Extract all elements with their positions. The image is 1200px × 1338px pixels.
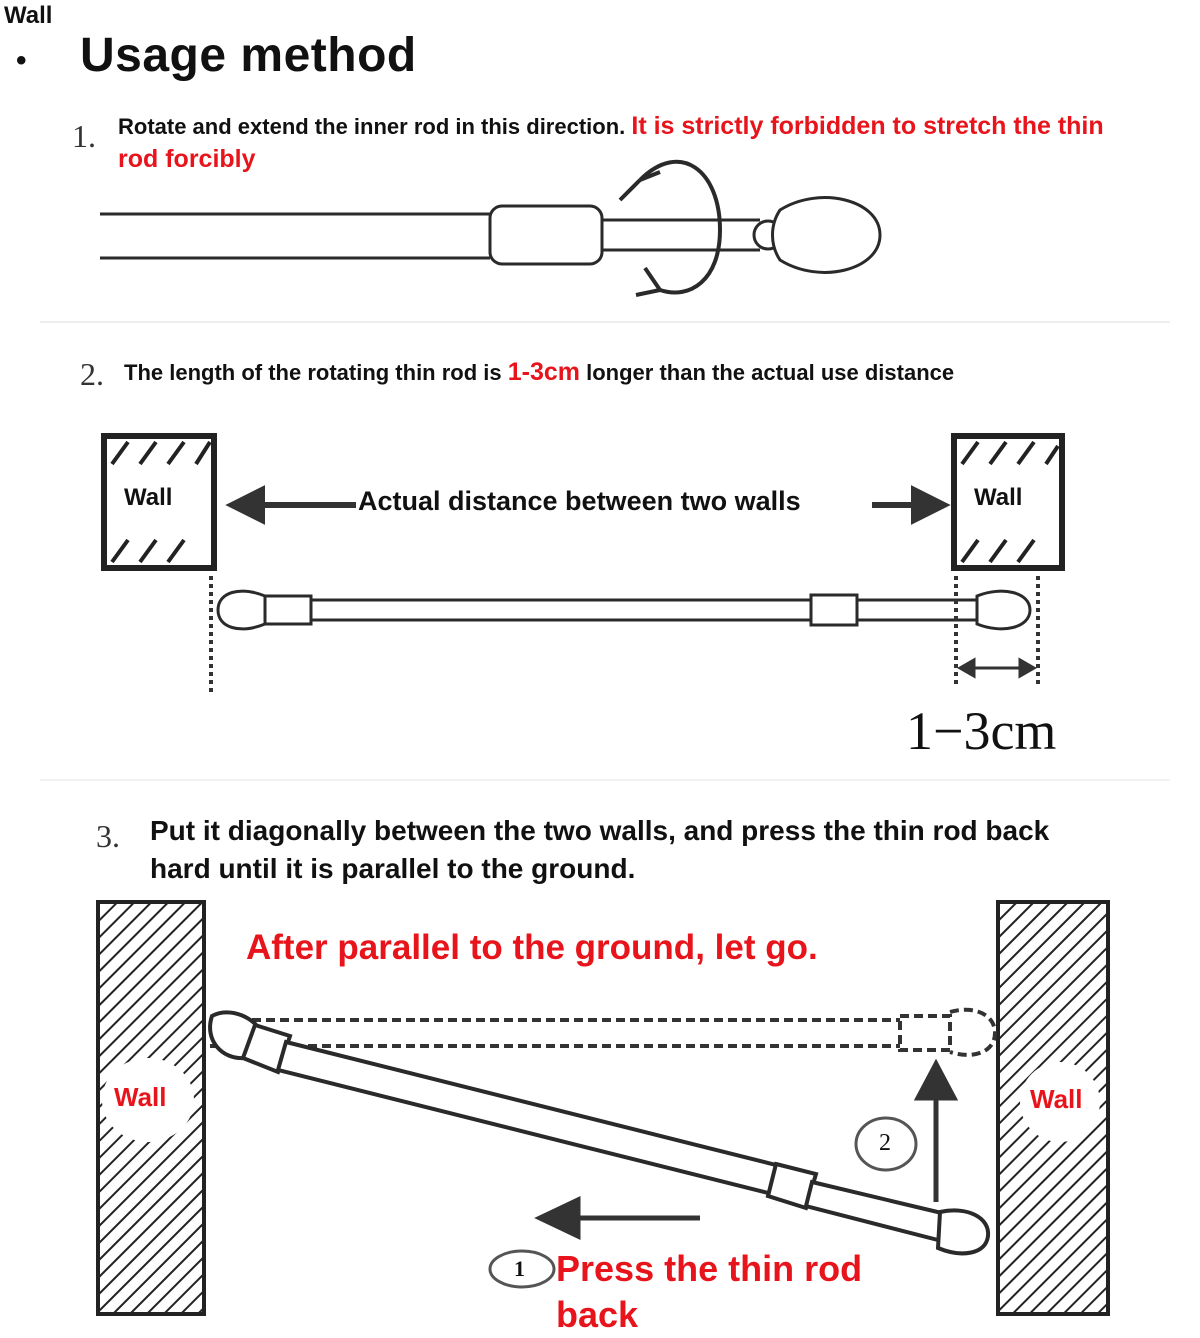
step1-rod	[100, 198, 880, 273]
gap-guides	[211, 576, 1038, 692]
step1-instruction	[118, 110, 1118, 176]
parallel-label: After parallel to the ground, let go.	[246, 928, 818, 967]
step3-parallel-rod	[210, 1010, 995, 1055]
step3-wall-right-label: Wall	[1030, 1084, 1083, 1114]
press-back-arrow	[540, 1200, 700, 1236]
gap-arrow	[960, 660, 1034, 676]
marker-2-label: 2	[879, 1130, 891, 1156]
step3-instruction: Put it diagonally between the two walls, and press the thin rod back hard until it is parallel to the ground.	[150, 815, 1050, 884]
step3-wall-left-label: Wall	[114, 1082, 167, 1112]
step2-text-before: The length of the rotating thin rod is	[124, 360, 508, 385]
gap-label: 1−3cm	[906, 701, 1057, 761]
step2-wall-right-label: Wall	[974, 484, 1023, 511]
step1-number: 1.	[72, 118, 96, 154]
corner-wall-label: Wall	[4, 2, 53, 29]
press-label: Press the thin rod back	[556, 1248, 863, 1335]
marker-1-label: 1	[514, 1256, 525, 1281]
step2-text-after: longer than the actual use distance	[580, 360, 955, 385]
title-bullet: •	[16, 44, 27, 77]
distance-label: Actual distance between two walls	[358, 486, 801, 516]
step2-red-value: 1-3cm	[507, 358, 581, 386]
step2-number: 2.	[80, 356, 104, 392]
step2-instruction	[124, 358, 954, 387]
page-title: Usage method	[80, 29, 417, 82]
step2-rod	[218, 591, 1030, 629]
step1-text: Rotate and extend the inner rod in this direction.	[118, 114, 632, 139]
rotate-arrow	[620, 162, 720, 295]
step2-wall-left-label: Wall	[124, 484, 173, 511]
step1-warning: It is strictly forbidden to stretch the thin rod forcibly	[118, 112, 1104, 173]
lift-up-arrow	[918, 1064, 954, 1202]
step3-number: 3.	[96, 818, 120, 854]
